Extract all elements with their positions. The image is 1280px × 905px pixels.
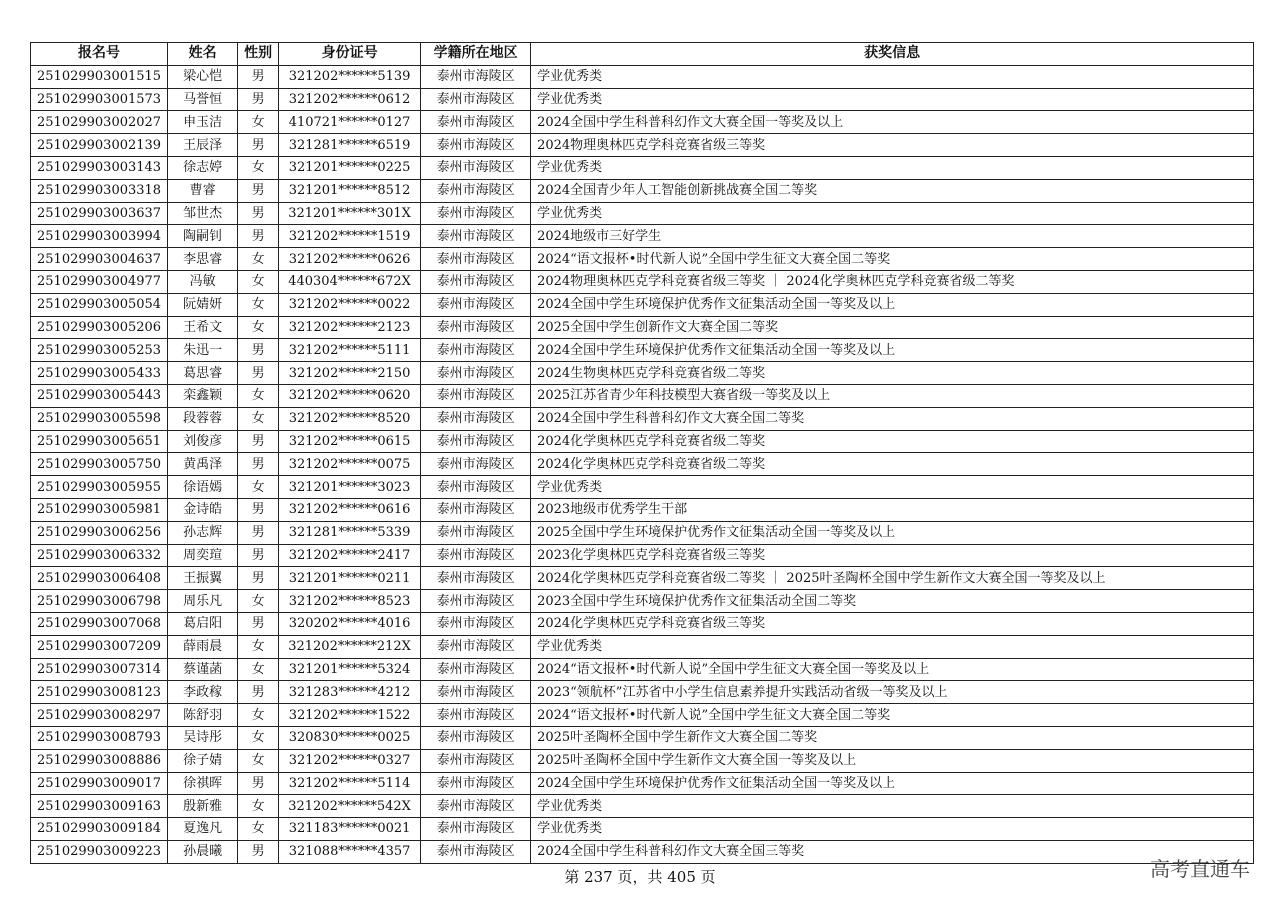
- registration-number-cell: 251029903005750: [31, 453, 168, 476]
- table-row: [31, 681, 1254, 704]
- region-cell: 泰州市海陵区: [421, 88, 531, 111]
- region-cell: 泰州市海陵区: [421, 362, 531, 385]
- gender-cell: 女: [238, 795, 279, 818]
- name-cell: 马誉恒: [168, 88, 238, 111]
- gender-cell: 女: [238, 407, 279, 430]
- header-id-number: 身份证号: [279, 43, 421, 66]
- id-number-cell: 321202******0075: [279, 453, 421, 476]
- id-number-cell: 321202******2123: [279, 316, 421, 339]
- award-info-cell: 学业优秀类: [531, 818, 1254, 841]
- registration-number-cell: 251029903008886: [31, 749, 168, 772]
- registration-number-cell: 251029903005054: [31, 293, 168, 316]
- award-info-cell: 学业优秀类: [531, 635, 1254, 658]
- region-cell: 泰州市海陵区: [421, 339, 531, 362]
- table-header-row: [31, 43, 1254, 66]
- id-number-cell: 321201******5324: [279, 658, 421, 681]
- gender-cell: 男: [238, 681, 279, 704]
- registration-number-cell: 251029903001515: [31, 65, 168, 88]
- gender-cell: 男: [238, 772, 279, 795]
- id-number-cell: 320202******4016: [279, 612, 421, 635]
- table-row: [31, 407, 1254, 430]
- gender-cell: 男: [238, 202, 279, 225]
- award-info-cell: 2024地级市三好学生: [531, 225, 1254, 248]
- table-body: [31, 65, 1254, 863]
- registration-number-cell: 251029903001573: [31, 88, 168, 111]
- award-info-cell: 2024全国中学生环境保护优秀作文征集活动全国一等奖及以上: [531, 293, 1254, 316]
- award-info-cell: 2024化学奥林匹克学科竞赛省级二等奖 ｜ 2025叶圣陶杯全国中学生新作文大赛全国一等奖及以上: [531, 567, 1254, 590]
- table-row: [31, 134, 1254, 157]
- registration-number-cell: 251029903006332: [31, 544, 168, 567]
- table-row: [31, 840, 1254, 863]
- gender-cell: 女: [238, 248, 279, 271]
- gender-cell: 男: [238, 134, 279, 157]
- table-row: [31, 590, 1254, 613]
- header-gender: 性别: [238, 43, 279, 66]
- region-cell: 泰州市海陵区: [421, 293, 531, 316]
- table-row: [31, 749, 1254, 772]
- id-number-cell: 321202******2150: [279, 362, 421, 385]
- table-row: [31, 248, 1254, 271]
- table-row: [31, 293, 1254, 316]
- gender-cell: 女: [238, 293, 279, 316]
- gender-cell: 男: [238, 544, 279, 567]
- registration-number-cell: 251029903006408: [31, 567, 168, 590]
- name-cell: 徐子婧: [168, 749, 238, 772]
- table-row: [31, 88, 1254, 111]
- header-name: 姓名: [168, 43, 238, 66]
- gender-cell: 男: [238, 179, 279, 202]
- registration-number-cell: 251029903008793: [31, 726, 168, 749]
- table-row: [31, 795, 1254, 818]
- gender-cell: 男: [238, 498, 279, 521]
- name-cell: 周奕瑄: [168, 544, 238, 567]
- gender-cell: 女: [238, 704, 279, 727]
- award-info-cell: 2024全国中学生科普科幻作文大赛全国一等奖及以上: [531, 111, 1254, 134]
- award-info-cell: 学业优秀类: [531, 795, 1254, 818]
- table-row: [31, 225, 1254, 248]
- id-number-cell: 440304******672X: [279, 270, 421, 293]
- award-info-cell: 2023化学奥林匹克学科竞赛省级三等奖: [531, 544, 1254, 567]
- name-cell: 黄禹泽: [168, 453, 238, 476]
- name-cell: 冯敏: [168, 270, 238, 293]
- table-row: [31, 476, 1254, 499]
- id-number-cell: 321201******8512: [279, 179, 421, 202]
- id-number-cell: 321202******0626: [279, 248, 421, 271]
- gender-cell: 男: [238, 612, 279, 635]
- table-row: [31, 111, 1254, 134]
- table-row: [31, 453, 1254, 476]
- gender-cell: 女: [238, 111, 279, 134]
- table-row: [31, 156, 1254, 179]
- award-info-cell: 2024“语文报杯•时代新人说”全国中学生征文大赛全国二等奖: [531, 704, 1254, 727]
- registration-number-cell: 251029903002027: [31, 111, 168, 134]
- region-cell: 泰州市海陵区: [421, 202, 531, 225]
- name-cell: 邹世杰: [168, 202, 238, 225]
- award-info-cell: 2025全国中学生创新作文大赛全国二等奖: [531, 316, 1254, 339]
- header-award-info: 获奖信息: [531, 43, 1254, 66]
- registration-table: [30, 42, 1254, 864]
- id-number-cell: 321202******0612: [279, 88, 421, 111]
- region-cell: 泰州市海陵区: [421, 704, 531, 727]
- table-row: [31, 726, 1254, 749]
- name-cell: 周乐凡: [168, 590, 238, 613]
- table-row: [31, 498, 1254, 521]
- table-row: [31, 202, 1254, 225]
- table-row: [31, 635, 1254, 658]
- registration-number-cell: 251029903005206: [31, 316, 168, 339]
- id-number-cell: 321202******0616: [279, 498, 421, 521]
- name-cell: 夏逸凡: [168, 818, 238, 841]
- region-cell: 泰州市海陵区: [421, 476, 531, 499]
- table-row: [31, 704, 1254, 727]
- award-info-cell: 2024物理奥林匹克学科竞赛省级三等奖: [531, 134, 1254, 157]
- id-number-cell: 321201******0211: [279, 567, 421, 590]
- id-number-cell: 321283******4212: [279, 681, 421, 704]
- award-info-cell: 2023全国中学生环境保护优秀作文征集活动全国二等奖: [531, 590, 1254, 613]
- registration-number-cell: 251029903006256: [31, 521, 168, 544]
- gender-cell: 女: [238, 635, 279, 658]
- gender-cell: 男: [238, 567, 279, 590]
- award-info-cell: 2024“语文报杯•时代新人说”全国中学生征文大赛全国二等奖: [531, 248, 1254, 271]
- name-cell: 吴诗彤: [168, 726, 238, 749]
- region-cell: 泰州市海陵区: [421, 749, 531, 772]
- award-info-cell: 2024全国中学生科普科幻作文大赛全国二等奖: [531, 407, 1254, 430]
- award-info-cell: 学业优秀类: [531, 88, 1254, 111]
- id-number-cell: 321202******542X: [279, 795, 421, 818]
- award-info-cell: 2024全国青少年人工智能创新挑战赛全国二等奖: [531, 179, 1254, 202]
- award-info-cell: 学业优秀类: [531, 202, 1254, 225]
- registration-number-cell: 251029903005433: [31, 362, 168, 385]
- registration-number-cell: 251029903009163: [31, 795, 168, 818]
- award-info-cell: 学业优秀类: [531, 476, 1254, 499]
- registration-number-cell: 251029903009017: [31, 772, 168, 795]
- id-number-cell: 321202******2417: [279, 544, 421, 567]
- award-info-cell: 学业优秀类: [531, 65, 1254, 88]
- id-number-cell: 321202******8520: [279, 407, 421, 430]
- region-cell: 泰州市海陵区: [421, 590, 531, 613]
- id-number-cell: 321183******0021: [279, 818, 421, 841]
- id-number-cell: 321088******4357: [279, 840, 421, 863]
- registration-number-cell: 251029903003318: [31, 179, 168, 202]
- gender-cell: 女: [238, 384, 279, 407]
- gender-cell: 女: [238, 156, 279, 179]
- award-info-cell: 2023“领航杯”江苏省中小学生信息素养提升实践活动省级一等奖及以上: [531, 681, 1254, 704]
- table-row: [31, 430, 1254, 453]
- region-cell: 泰州市海陵区: [421, 248, 531, 271]
- gender-cell: 女: [238, 590, 279, 613]
- gender-cell: 女: [238, 818, 279, 841]
- registration-number-cell: 251029903005955: [31, 476, 168, 499]
- award-info-cell: 2024化学奥林匹克学科竞赛省级二等奖: [531, 453, 1254, 476]
- table-row: [31, 658, 1254, 681]
- registration-number-cell: 251029903008123: [31, 681, 168, 704]
- name-cell: 葛启阳: [168, 612, 238, 635]
- gender-cell: 男: [238, 339, 279, 362]
- gender-cell: 男: [238, 88, 279, 111]
- id-number-cell: 321281******6519: [279, 134, 421, 157]
- gender-cell: 男: [238, 430, 279, 453]
- award-info-cell: 2025叶圣陶杯全国中学生新作文大赛全国一等奖及以上: [531, 749, 1254, 772]
- registration-number-cell: 251029903007209: [31, 635, 168, 658]
- registration-number-cell: 251029903004977: [31, 270, 168, 293]
- id-number-cell: 321202******0615: [279, 430, 421, 453]
- name-cell: 王辰泽: [168, 134, 238, 157]
- award-info-cell: 2025叶圣陶杯全国中学生新作文大赛全国二等奖: [531, 726, 1254, 749]
- name-cell: 李政稼: [168, 681, 238, 704]
- id-number-cell: 321202******1519: [279, 225, 421, 248]
- header-region: 学籍所在地区: [421, 43, 531, 66]
- registration-number-cell: 251029903007068: [31, 612, 168, 635]
- gender-cell: 男: [238, 521, 279, 544]
- gender-cell: 女: [238, 726, 279, 749]
- id-number-cell: 321202******0022: [279, 293, 421, 316]
- region-cell: 泰州市海陵区: [421, 681, 531, 704]
- table-row: [31, 179, 1254, 202]
- table-row: [31, 270, 1254, 293]
- gender-cell: 男: [238, 225, 279, 248]
- award-info-cell: 学业优秀类: [531, 156, 1254, 179]
- registration-number-cell: 251029903006798: [31, 590, 168, 613]
- watermark-text: 高考直通车: [1150, 857, 1250, 881]
- name-cell: 蔡谨菡: [168, 658, 238, 681]
- award-info-cell: 2024“语文报杯•时代新人说”全国中学生征文大赛全国一等奖及以上: [531, 658, 1254, 681]
- region-cell: 泰州市海陵区: [421, 521, 531, 544]
- name-cell: 徐志婷: [168, 156, 238, 179]
- region-cell: 泰州市海陵区: [421, 156, 531, 179]
- id-number-cell: 321281******5339: [279, 521, 421, 544]
- award-info-cell: 2024全国中学生环境保护优秀作文征集活动全国一等奖及以上: [531, 339, 1254, 362]
- region-cell: 泰州市海陵区: [421, 65, 531, 88]
- award-info-cell: 2024全国中学生环境保护优秀作文征集活动全国一等奖及以上: [531, 772, 1254, 795]
- header-registration-number: 报名号: [31, 43, 168, 66]
- region-cell: 泰州市海陵区: [421, 179, 531, 202]
- name-cell: 段蓉蓉: [168, 407, 238, 430]
- table-row: [31, 339, 1254, 362]
- registration-number-cell: 251029903007314: [31, 658, 168, 681]
- region-cell: 泰州市海陵区: [421, 726, 531, 749]
- award-info-cell: 2025江苏省青少年科技模型大赛省级一等奖及以上: [531, 384, 1254, 407]
- gender-cell: 女: [238, 658, 279, 681]
- name-cell: 陶嗣钊: [168, 225, 238, 248]
- gender-cell: 女: [238, 476, 279, 499]
- id-number-cell: 321202******5111: [279, 339, 421, 362]
- region-cell: 泰州市海陵区: [421, 567, 531, 590]
- registration-number-cell: 251029903008297: [31, 704, 168, 727]
- registration-number-cell: 251029903009223: [31, 840, 168, 863]
- registration-number-cell: 251029903003994: [31, 225, 168, 248]
- region-cell: 泰州市海陵区: [421, 612, 531, 635]
- registration-number-cell: 251029903009184: [31, 818, 168, 841]
- name-cell: 曹睿: [168, 179, 238, 202]
- region-cell: 泰州市海陵区: [421, 498, 531, 521]
- name-cell: 梁心恺: [168, 65, 238, 88]
- registration-number-cell: 251029903003637: [31, 202, 168, 225]
- name-cell: 薛雨晨: [168, 635, 238, 658]
- region-cell: 泰州市海陵区: [421, 111, 531, 134]
- gender-cell: 女: [238, 316, 279, 339]
- registration-number-cell: 251029903005651: [31, 430, 168, 453]
- region-cell: 泰州市海陵区: [421, 635, 531, 658]
- gender-cell: 男: [238, 840, 279, 863]
- gender-cell: 男: [238, 362, 279, 385]
- region-cell: 泰州市海陵区: [421, 818, 531, 841]
- name-cell: 王希文: [168, 316, 238, 339]
- name-cell: 申玉洁: [168, 111, 238, 134]
- region-cell: 泰州市海陵区: [421, 840, 531, 863]
- gender-cell: 女: [238, 270, 279, 293]
- registration-number-cell: 251029903005598: [31, 407, 168, 430]
- region-cell: 泰州市海陵区: [421, 430, 531, 453]
- table-row: [31, 544, 1254, 567]
- award-info-cell: 2024化学奥林匹克学科竞赛省级二等奖: [531, 430, 1254, 453]
- award-info-cell: 2023地级市优秀学生干部: [531, 498, 1254, 521]
- table-row: [31, 65, 1254, 88]
- id-number-cell: 321202******0620: [279, 384, 421, 407]
- registration-number-cell: 251029903005981: [31, 498, 168, 521]
- gender-cell: 男: [238, 453, 279, 476]
- table-row: [31, 362, 1254, 385]
- name-cell: 阮婧妍: [168, 293, 238, 316]
- registration-number-cell: 251029903003143: [31, 156, 168, 179]
- table-row: [31, 521, 1254, 544]
- name-cell: 陈舒羽: [168, 704, 238, 727]
- registration-number-cell: 251029903005443: [31, 384, 168, 407]
- region-cell: 泰州市海陵区: [421, 453, 531, 476]
- award-info-cell: 2024物理奥林匹克学科竞赛省级三等奖 ｜ 2024化学奥林匹克学科竞赛省级二等奖: [531, 270, 1254, 293]
- name-cell: 殷新雅: [168, 795, 238, 818]
- registration-number-cell: 251029903005253: [31, 339, 168, 362]
- registration-number-cell: 251029903002139: [31, 134, 168, 157]
- id-number-cell: 321201******3023: [279, 476, 421, 499]
- id-number-cell: 321202******5139: [279, 65, 421, 88]
- name-cell: 刘俊彦: [168, 430, 238, 453]
- id-number-cell: 321202******0327: [279, 749, 421, 772]
- name-cell: 李思睿: [168, 248, 238, 271]
- award-info-cell: 2024化学奥林匹克学科竞赛省级三等奖: [531, 612, 1254, 635]
- region-cell: 泰州市海陵区: [421, 134, 531, 157]
- region-cell: 泰州市海陵区: [421, 270, 531, 293]
- id-number-cell: 321202******212X: [279, 635, 421, 658]
- table-row: [31, 567, 1254, 590]
- gender-cell: 女: [238, 749, 279, 772]
- region-cell: 泰州市海陵区: [421, 384, 531, 407]
- name-cell: 葛思睿: [168, 362, 238, 385]
- region-cell: 泰州市海陵区: [421, 407, 531, 430]
- page-number: 第 237 页，共 405 页: [564, 868, 716, 886]
- name-cell: 朱迅一: [168, 339, 238, 362]
- name-cell: 孙晨曦: [168, 840, 238, 863]
- name-cell: 徐祺晖: [168, 772, 238, 795]
- name-cell: 王振翼: [168, 567, 238, 590]
- region-cell: 泰州市海陵区: [421, 795, 531, 818]
- registration-number-cell: 251029903004637: [31, 248, 168, 271]
- region-cell: 泰州市海陵区: [421, 544, 531, 567]
- award-info-cell: 2024生物奥林匹克学科竞赛省级二等奖: [531, 362, 1254, 385]
- gender-cell: 男: [238, 65, 279, 88]
- id-number-cell: 321201******301X: [279, 202, 421, 225]
- region-cell: 泰州市海陵区: [421, 772, 531, 795]
- id-number-cell: 320830******0025: [279, 726, 421, 749]
- id-number-cell: 321202******1522: [279, 704, 421, 727]
- table-row: [31, 772, 1254, 795]
- region-cell: 泰州市海陵区: [421, 225, 531, 248]
- table-row: [31, 316, 1254, 339]
- id-number-cell: 321202******8523: [279, 590, 421, 613]
- award-info-cell: 2025全国中学生环境保护优秀作文征集活动全国一等奖及以上: [531, 521, 1254, 544]
- table-row: [31, 612, 1254, 635]
- id-number-cell: 410721******0127: [279, 111, 421, 134]
- id-number-cell: 321202******5114: [279, 772, 421, 795]
- name-cell: 栾鑫颖: [168, 384, 238, 407]
- id-number-cell: 321201******0225: [279, 156, 421, 179]
- name-cell: 孙志辉: [168, 521, 238, 544]
- award-info-cell: 2024全国中学生科普科幻作文大赛全国三等奖: [531, 840, 1254, 863]
- table-row: [31, 818, 1254, 841]
- region-cell: 泰州市海陵区: [421, 658, 531, 681]
- name-cell: 金诗皓: [168, 498, 238, 521]
- region-cell: 泰州市海陵区: [421, 316, 531, 339]
- name-cell: 徐语嫣: [168, 476, 238, 499]
- table-row: [31, 384, 1254, 407]
